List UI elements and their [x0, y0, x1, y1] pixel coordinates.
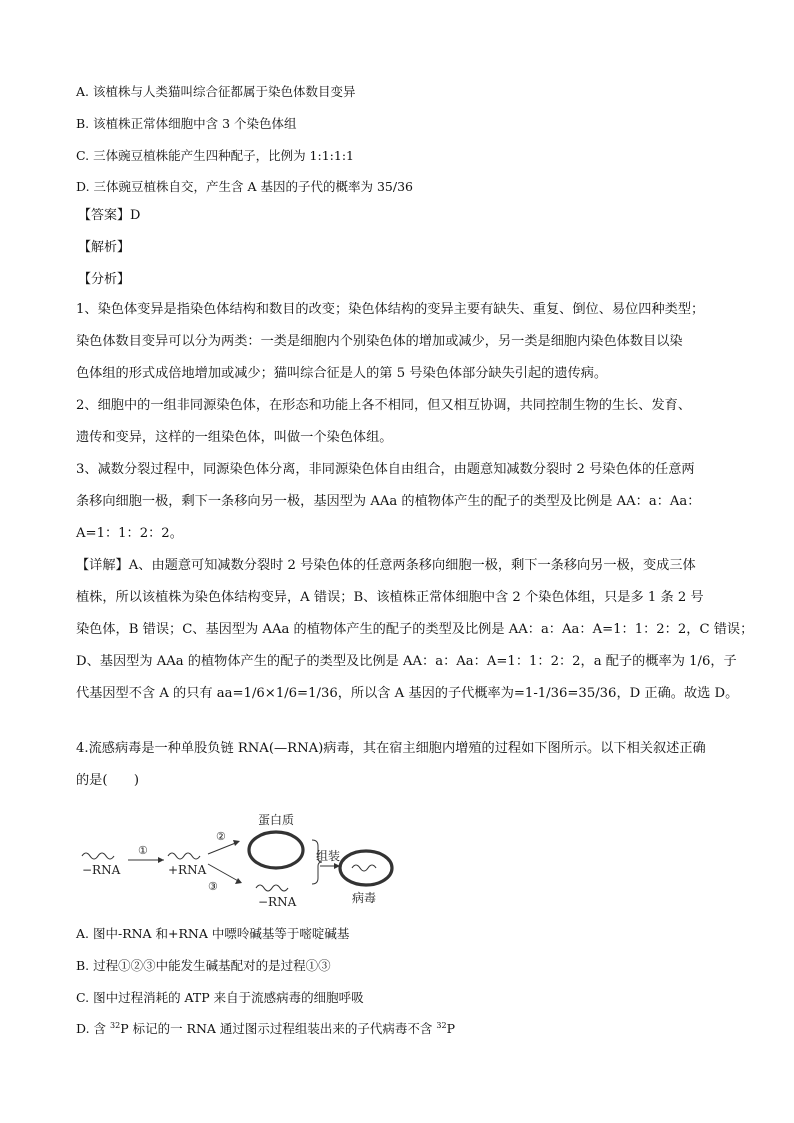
isotope-mass-2: 32: [436, 1020, 447, 1030]
detail-line2: 植株，所以该植株为染色体结构变异，A 错误；B、该植株正常体细胞中含 2 个染色体组，只是多 1 条 2 号: [76, 590, 704, 605]
detail-line4: D、基因型为 AAa 的植物体产生的配子的类型及比例是 AA：a：Aa：A=1：1：2：2，a 配子的概率为 1/6，子: [76, 654, 737, 669]
point1-line3: 色体组的形式成倍地增加或减少；猫叫综合征是人的第 5 号染色体部分缺失引起的遗传病。: [76, 366, 608, 381]
virus-rna-wave-icon: [352, 865, 376, 871]
pos-rna-label: +RNA: [168, 863, 207, 877]
pos-rna-wave-icon: [168, 853, 200, 859]
point1-line2: 染色体数目变异可以分为两类：一类是细胞内个别染色体的增加或减少，另一类是细胞内染色体数目以染: [76, 334, 683, 349]
protein-label: 蛋白质: [258, 813, 295, 827]
virus-icon: [340, 851, 392, 885]
detail-line5: 代基因型不含 A 的只有 aa=1/6×1/6=1/36，所以含 A 基因的子代概率为=1-1/36=35/36，D 正确。故选 D。: [76, 686, 739, 701]
option-d-prev: D. 三体豌豆植株自交，产生含 A 基因的子代的概率为 35/36: [76, 179, 413, 194]
analysis-heading: 【解析】: [78, 240, 131, 255]
question4-stem-line2: 的是( ): [76, 773, 140, 788]
question4-option-b: B. 过程①②③中能发生碱基配对的是过程①③: [76, 958, 331, 973]
step2-label: ②: [216, 830, 226, 843]
option-d-middle: P 标记的一 RNA 通过图示过程组装出来的子代病毒不含: [120, 1021, 437, 1036]
fenxi-heading: 【分析】: [78, 272, 131, 287]
virus-replication-diagram: [70, 810, 430, 920]
neg-rna-lower-label: −RNA: [258, 895, 297, 909]
question4-option-d: [76, 1021, 455, 1037]
assemble-label: 组装: [316, 849, 341, 863]
virus-label: 病毒: [352, 891, 377, 905]
isotope-mass-1: 32: [110, 1020, 121, 1030]
option-a-prev: A. 该植株与人类猫叫综合征都属于染色体数目变异: [76, 84, 356, 99]
detail-line1: 【详解】A、由题意可知减数分裂时 2 号染色体的任意两条移向细胞一极，剩下一条移向另一极，变成三体: [76, 558, 696, 573]
point3-line2: 条移向细胞一极，剩下一条移向另一极，基因型为 AAa 的植物体产生的配子的类型及比例是 AA：a：Aa：: [76, 494, 701, 509]
option-d-suffix: P: [446, 1021, 455, 1036]
neg-rna-wave-lower-icon: [256, 885, 288, 891]
detail-line3: 染色体，B 错误；C、基因型为 AAa 的植物体产生的配子的类型及比例是 AA：a：Aa：A=1：1：2：2，C 错误；: [76, 622, 754, 637]
option-c-prev: C. 三体豌豆植株能产生四种配子，比例为 1:1:1:1: [76, 148, 354, 163]
option-d-prefix: D. 含: [76, 1021, 110, 1036]
arrow-step2: [208, 842, 238, 854]
point3-line1: 3、减数分裂过程中，同源染色体分离，非同源染色体自由组合，由题意知减数分裂时 2 号染色体的任意两: [76, 462, 695, 477]
point3-line3: A=1：1：2：2。: [76, 526, 183, 541]
answer-label: 【答案】D: [78, 208, 141, 223]
point1-line1: 1、染色体变异是指染色体结构和数目的改变；染色体结构的变异主要有缺失、重复、倒位、易位四种类型；: [76, 302, 705, 317]
protein-capsule-icon: [249, 832, 303, 868]
neg-rna-wave-icon: [82, 853, 114, 859]
question4-stem-line1: 4.流感病毒是一种单股负链 RNA(—RNA)病毒，其在宿主细胞内增殖的过程如下图所示。以下相关叙述正确: [76, 741, 706, 756]
neg-rna-label: −RNA: [82, 863, 121, 877]
step1-label: ①: [138, 844, 148, 857]
option-b-prev: B. 该植株正常体细胞中含 3 个染色体组: [76, 116, 297, 131]
question4-option-c: C. 图中过程消耗的 ATP 来自于流感病毒的细胞呼吸: [76, 990, 364, 1005]
question4-option-a: A. 图中-RNA 和+RNA 中嘌呤碱基等于嘧啶碱基: [76, 926, 350, 941]
point2-line1: 2、细胞中的一组非同源染色体，在形态和功能上各不相同，但又相互协调，共同控制生物的生长、发育、: [76, 398, 692, 413]
point2-line2: 遗传和变异，这样的一组染色体，叫做一个染色体组。: [76, 430, 393, 445]
step3-label: ③: [208, 880, 218, 893]
